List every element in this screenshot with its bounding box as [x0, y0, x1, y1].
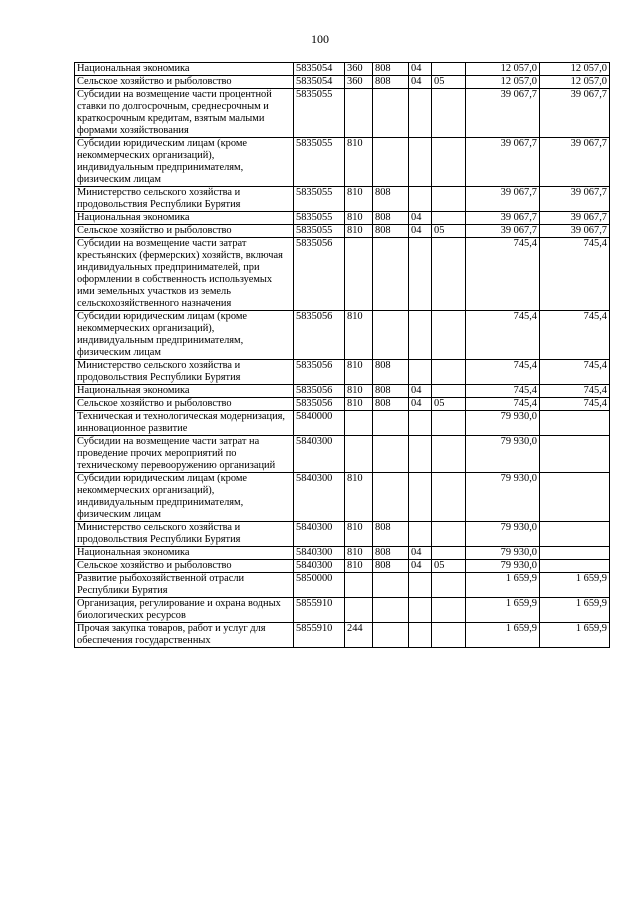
amount-year2-cell: 39 067,7 — [540, 225, 610, 238]
subsection-code-cell — [432, 547, 466, 560]
section-code-cell: 04 — [409, 547, 432, 560]
target-article-code-cell: 5855910 — [294, 623, 345, 648]
table-row — [75, 212, 610, 225]
row-name-cell: Национальная экономика — [75, 385, 294, 398]
row-name-cell: Сельское хозяйство и рыболовство — [75, 225, 294, 238]
amount-year1-cell: 745,4 — [466, 311, 540, 360]
subsection-code-cell — [432, 573, 466, 598]
expense-type-code-cell: 810 — [345, 212, 373, 225]
subsection-code-cell — [432, 138, 466, 187]
expense-type-code-cell — [345, 436, 373, 473]
target-article-code-cell: 5835056 — [294, 311, 345, 360]
ministry-code-cell: 808 — [373, 63, 409, 76]
expense-type-code-cell: 360 — [345, 63, 373, 76]
expense-type-code-cell: 810 — [345, 225, 373, 238]
expense-type-code-cell: 810 — [345, 398, 373, 411]
table-row — [75, 398, 610, 411]
table-row — [75, 436, 610, 473]
ministry-code-cell: 808 — [373, 187, 409, 212]
amount-year2-cell: 745,4 — [540, 360, 610, 385]
row-name-cell: Сельское хозяйство и рыболовство — [75, 560, 294, 573]
amount-year2-cell: 39 067,7 — [540, 138, 610, 187]
target-article-code-cell: 5835055 — [294, 187, 345, 212]
section-code-cell: 04 — [409, 560, 432, 573]
amount-year1-cell: 79 930,0 — [466, 411, 540, 436]
ministry-code-cell — [373, 138, 409, 187]
section-code-cell — [409, 473, 432, 522]
section-code-cell — [409, 89, 432, 138]
amount-year1-cell: 79 930,0 — [466, 436, 540, 473]
table-body — [75, 63, 610, 648]
row-name-cell: Субсидии на возмещение части процентной ставки по долгосрочным, среднесрочным и краткосрочным кредитам, взятым малыми формами хозяйствования — [75, 89, 294, 138]
table-row — [75, 411, 610, 436]
budget-table — [74, 62, 610, 648]
target-article-code-cell: 5835055 — [294, 212, 345, 225]
ministry-code-cell: 808 — [373, 547, 409, 560]
ministry-code-cell — [373, 436, 409, 473]
subsection-code-cell — [432, 385, 466, 398]
amount-year1-cell: 12 057,0 — [466, 76, 540, 89]
row-name-cell: Субсидии юридическим лицам (кроме некоммерческих организаций), индивидуальным предпринимателям, физическим лицам — [75, 311, 294, 360]
subsection-code-cell — [432, 473, 466, 522]
amount-year1-cell: 1 659,9 — [466, 623, 540, 648]
amount-year2-cell: 1 659,9 — [540, 598, 610, 623]
expense-type-code-cell: 810 — [345, 187, 373, 212]
target-article-code-cell: 5840300 — [294, 436, 345, 473]
ministry-code-cell — [373, 311, 409, 360]
expense-type-code-cell — [345, 598, 373, 623]
row-name-cell: Национальная экономика — [75, 547, 294, 560]
table-row — [75, 573, 610, 598]
expense-type-code-cell — [345, 573, 373, 598]
expense-type-code-cell — [345, 89, 373, 138]
target-article-code-cell: 5835054 — [294, 76, 345, 89]
table-row — [75, 522, 610, 547]
ministry-code-cell — [373, 598, 409, 623]
row-name-cell: Национальная экономика — [75, 63, 294, 76]
table-row — [75, 547, 610, 560]
target-article-code-cell: 5835056 — [294, 238, 345, 311]
section-code-cell — [409, 138, 432, 187]
section-code-cell: 04 — [409, 398, 432, 411]
table-row — [75, 598, 610, 623]
table-row — [75, 473, 610, 522]
table-row — [75, 225, 610, 238]
section-code-cell — [409, 573, 432, 598]
subsection-code-cell — [432, 89, 466, 138]
table-row — [75, 311, 610, 360]
expense-type-code-cell: 244 — [345, 623, 373, 648]
amount-year1-cell: 79 930,0 — [466, 547, 540, 560]
target-article-code-cell: 5840300 — [294, 473, 345, 522]
row-name-cell: Субсидии на возмещение части затрат крестьянских (фермерских) хозяйств, включая индивидуальных предпринимателей, при оформлении в собственность используемых ими земельных участков из земель сельскохозяйственного назначения — [75, 238, 294, 311]
section-code-cell — [409, 238, 432, 311]
table-row — [75, 560, 610, 573]
amount-year1-cell: 39 067,7 — [466, 89, 540, 138]
table-row — [75, 138, 610, 187]
amount-year1-cell: 39 067,7 — [466, 138, 540, 187]
target-article-code-cell: 5835056 — [294, 385, 345, 398]
row-name-cell: Субсидии юридическим лицам (кроме некоммерческих организаций), индивидуальным предпринимателям, физическим лицам — [75, 473, 294, 522]
amount-year2-cell: 39 067,7 — [540, 89, 610, 138]
amount-year2-cell — [540, 473, 610, 522]
expense-type-code-cell — [345, 238, 373, 311]
subsection-code-cell — [432, 522, 466, 547]
ministry-code-cell: 808 — [373, 522, 409, 547]
subsection-code-cell: 05 — [432, 398, 466, 411]
target-article-code-cell: 5850000 — [294, 573, 345, 598]
target-article-code-cell: 5835056 — [294, 398, 345, 411]
section-code-cell — [409, 360, 432, 385]
row-name-cell: Национальная экономика — [75, 212, 294, 225]
section-code-cell — [409, 522, 432, 547]
expense-type-code-cell: 810 — [345, 311, 373, 360]
table-row — [75, 360, 610, 385]
amount-year2-cell: 12 057,0 — [540, 63, 610, 76]
amount-year1-cell: 1 659,9 — [466, 573, 540, 598]
subsection-code-cell — [432, 187, 466, 212]
subsection-code-cell — [432, 436, 466, 473]
expense-type-code-cell: 810 — [345, 473, 373, 522]
target-article-code-cell: 5840300 — [294, 547, 345, 560]
table-row — [75, 238, 610, 311]
amount-year2-cell: 745,4 — [540, 238, 610, 311]
subsection-code-cell — [432, 212, 466, 225]
ministry-code-cell — [373, 238, 409, 311]
section-code-cell: 04 — [409, 212, 432, 225]
amount-year1-cell: 39 067,7 — [466, 225, 540, 238]
amount-year1-cell: 745,4 — [466, 398, 540, 411]
ministry-code-cell: 808 — [373, 360, 409, 385]
ministry-code-cell — [373, 89, 409, 138]
expense-type-code-cell: 810 — [345, 522, 373, 547]
subsection-code-cell — [432, 360, 466, 385]
amount-year1-cell: 39 067,7 — [466, 212, 540, 225]
amount-year1-cell: 79 930,0 — [466, 560, 540, 573]
amount-year2-cell: 39 067,7 — [540, 212, 610, 225]
amount-year2-cell: 745,4 — [540, 311, 610, 360]
target-article-code-cell: 5835055 — [294, 89, 345, 138]
amount-year1-cell: 79 930,0 — [466, 522, 540, 547]
section-code-cell — [409, 311, 432, 360]
ministry-code-cell — [373, 573, 409, 598]
ministry-code-cell — [373, 411, 409, 436]
row-name-cell: Министерство сельского хозяйства и продовольствия Республики Бурятия — [75, 360, 294, 385]
target-article-code-cell: 5835054 — [294, 63, 345, 76]
row-name-cell: Техническая и технологическая модернизация, инновационное развитие — [75, 411, 294, 436]
section-code-cell: 04 — [409, 63, 432, 76]
amount-year1-cell: 39 067,7 — [466, 187, 540, 212]
expense-type-code-cell: 810 — [345, 360, 373, 385]
expense-type-code-cell: 810 — [345, 547, 373, 560]
target-article-code-cell: 5840300 — [294, 560, 345, 573]
amount-year2-cell — [540, 560, 610, 573]
amount-year2-cell — [540, 522, 610, 547]
section-code-cell — [409, 411, 432, 436]
row-name-cell: Прочая закупка товаров, работ и услуг для обеспечения государственных — [75, 623, 294, 648]
subsection-code-cell — [432, 623, 466, 648]
amount-year1-cell: 12 057,0 — [466, 63, 540, 76]
expense-type-code-cell: 810 — [345, 385, 373, 398]
ministry-code-cell — [373, 623, 409, 648]
subsection-code-cell — [432, 238, 466, 311]
section-code-cell: 04 — [409, 385, 432, 398]
row-name-cell: Министерство сельского хозяйства и продовольствия Республики Бурятия — [75, 187, 294, 212]
subsection-code-cell — [432, 63, 466, 76]
section-code-cell: 04 — [409, 76, 432, 89]
table-row — [75, 385, 610, 398]
amount-year1-cell: 1 659,9 — [466, 598, 540, 623]
amount-year2-cell: 39 067,7 — [540, 187, 610, 212]
target-article-code-cell: 5840300 — [294, 522, 345, 547]
expense-type-code-cell — [345, 411, 373, 436]
subsection-code-cell: 05 — [432, 76, 466, 89]
amount-year2-cell — [540, 547, 610, 560]
table-row — [75, 187, 610, 212]
row-name-cell: Организация, регулирование и охрана водных биологических ресурсов — [75, 598, 294, 623]
amount-year2-cell: 1 659,9 — [540, 573, 610, 598]
row-name-cell: Сельское хозяйство и рыболовство — [75, 398, 294, 411]
subsection-code-cell — [432, 598, 466, 623]
subsection-code-cell: 05 — [432, 560, 466, 573]
ministry-code-cell: 808 — [373, 398, 409, 411]
amount-year2-cell: 745,4 — [540, 385, 610, 398]
section-code-cell — [409, 436, 432, 473]
subsection-code-cell — [432, 411, 466, 436]
ministry-code-cell: 808 — [373, 225, 409, 238]
table-row — [75, 63, 610, 76]
amount-year1-cell: 79 930,0 — [466, 473, 540, 522]
ministry-code-cell: 808 — [373, 385, 409, 398]
table-row — [75, 76, 610, 89]
amount-year1-cell: 745,4 — [466, 238, 540, 311]
subsection-code-cell: 05 — [432, 225, 466, 238]
expense-type-code-cell: 810 — [345, 560, 373, 573]
table-row — [75, 89, 610, 138]
ministry-code-cell: 808 — [373, 76, 409, 89]
target-article-code-cell: 5855910 — [294, 598, 345, 623]
row-name-cell: Министерство сельского хозяйства и продовольствия Республики Бурятия — [75, 522, 294, 547]
amount-year1-cell: 745,4 — [466, 385, 540, 398]
amount-year2-cell — [540, 411, 610, 436]
row-name-cell: Развитие рыбохозяйственной отрасли Республики Бурятия — [75, 573, 294, 598]
amount-year2-cell — [540, 436, 610, 473]
page-number: 100 — [311, 32, 329, 46]
row-name-cell: Субсидии юридическим лицам (кроме некоммерческих организаций), индивидуальным предпринимателям, физическим лицам — [75, 138, 294, 187]
target-article-code-cell: 5835055 — [294, 225, 345, 238]
section-code-cell — [409, 623, 432, 648]
amount-year2-cell: 1 659,9 — [540, 623, 610, 648]
section-code-cell — [409, 598, 432, 623]
ministry-code-cell: 808 — [373, 212, 409, 225]
expense-type-code-cell: 360 — [345, 76, 373, 89]
subsection-code-cell — [432, 311, 466, 360]
table-row — [75, 623, 610, 648]
target-article-code-cell: 5835055 — [294, 138, 345, 187]
amount-year2-cell: 12 057,0 — [540, 76, 610, 89]
ministry-code-cell: 808 — [373, 560, 409, 573]
row-name-cell: Сельское хозяйство и рыболовство — [75, 76, 294, 89]
section-code-cell: 04 — [409, 225, 432, 238]
section-code-cell — [409, 187, 432, 212]
ministry-code-cell — [373, 473, 409, 522]
expense-type-code-cell: 810 — [345, 138, 373, 187]
row-name-cell: Субсидии на возмещение части затрат на проведение прочих мероприятий по техническому перевооружению организаций — [75, 436, 294, 473]
amount-year1-cell: 745,4 — [466, 360, 540, 385]
target-article-code-cell: 5835056 — [294, 360, 345, 385]
target-article-code-cell: 5840000 — [294, 411, 345, 436]
amount-year2-cell: 745,4 — [540, 398, 610, 411]
